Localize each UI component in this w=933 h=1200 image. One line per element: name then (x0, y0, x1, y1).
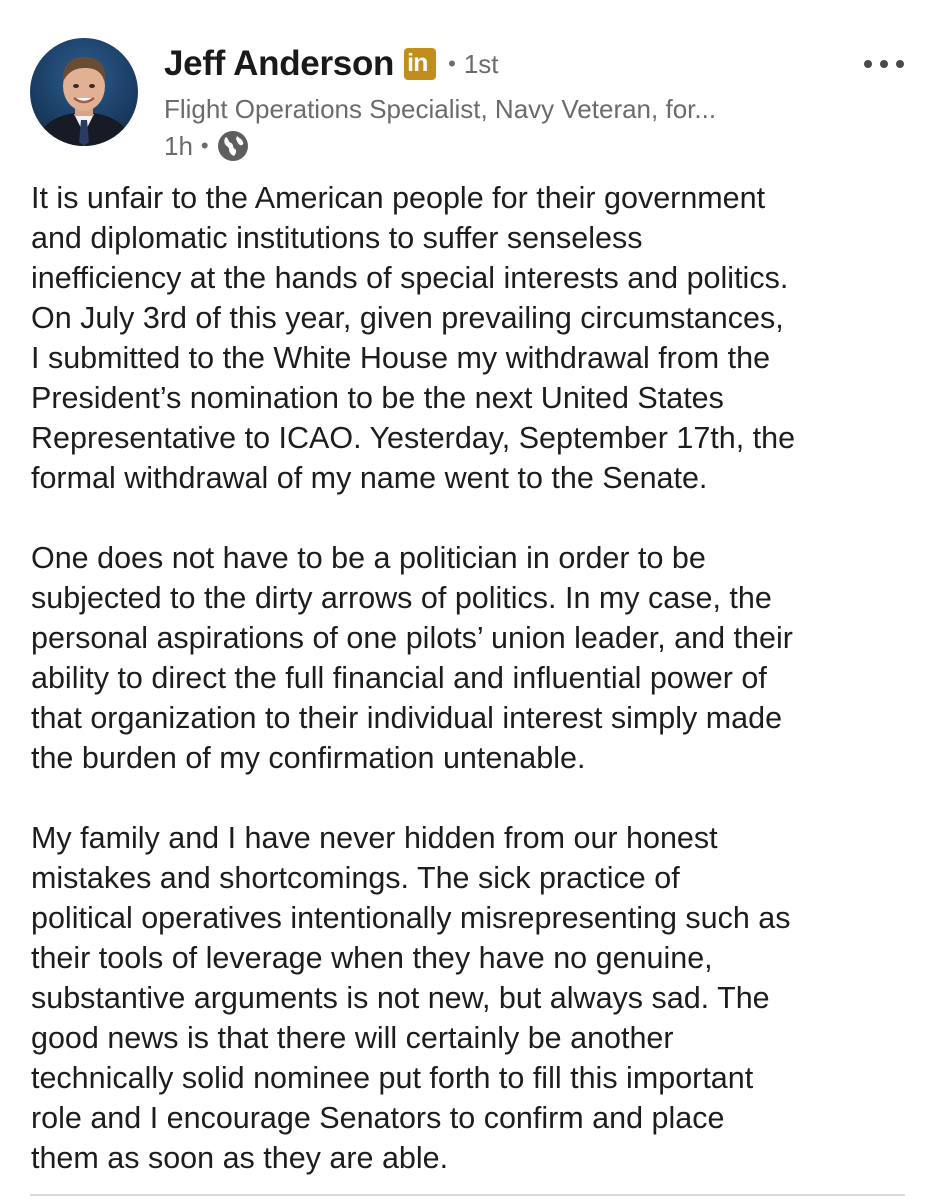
ellipsis-icon (896, 60, 904, 68)
ellipsis-icon (864, 60, 872, 68)
post-header (30, 38, 910, 160)
post-paragraph: It is unfair to the American people for their government and diplomatic institutions to suffer senseless inefficiency at the hands of special interests and politics. On July 3rd of this year, given prevailing circumstances, I submitted to the White House my withdrawal from the President’s nomination to be the next United States Representative to ICAO. Yesterday, September 17th, the formal withdrawal of my name went to the Senate. (31, 181, 796, 495)
globe-icon (217, 130, 249, 162)
author-avatar[interactable] (30, 38, 138, 146)
post-paragraph: My family and I have never hidden from our honest mistakes and shortcomings. The sick practice of political operatives intentionally misrepresenting such as their tools of leverage when they have no genuine, substantive arguments is not new, but always sad. The good news is that there will certainly be another technically solid nominee put forth to fill this important role and I encourage Senators to confirm and place them as soon as they are able. (31, 821, 791, 1175)
profile-photo-image (30, 38, 138, 146)
post-meta (164, 128, 864, 164)
post-paragraph: One does not have to be a politician in order to be subjected to the dirty arrows of politics. In my case, the personal aspirations of one pilots’ union leader, and their ability to direct the full financial and influential power of that organization to their individual interest simply made the burden of my confirmation untenable. (31, 541, 793, 775)
post-divider (30, 1194, 905, 1196)
badge-text: in (407, 49, 428, 77)
author-name-row (164, 38, 864, 90)
connection-separator: • (448, 51, 456, 76)
linkedin-premium-badge-icon (404, 48, 436, 80)
ellipsis-icon (880, 60, 888, 68)
author-name[interactable]: Jeff Anderson (164, 44, 395, 83)
author-info (164, 38, 864, 164)
connection-degree: 1st (463, 48, 499, 79)
post-body (31, 178, 916, 1178)
meta-separator: • (200, 133, 209, 158)
more-options-button[interactable] (864, 52, 904, 76)
author-headline[interactable]: Flight Operations Specialist, Navy Veteran, for... (164, 94, 717, 124)
post-time: 1h (164, 130, 193, 161)
